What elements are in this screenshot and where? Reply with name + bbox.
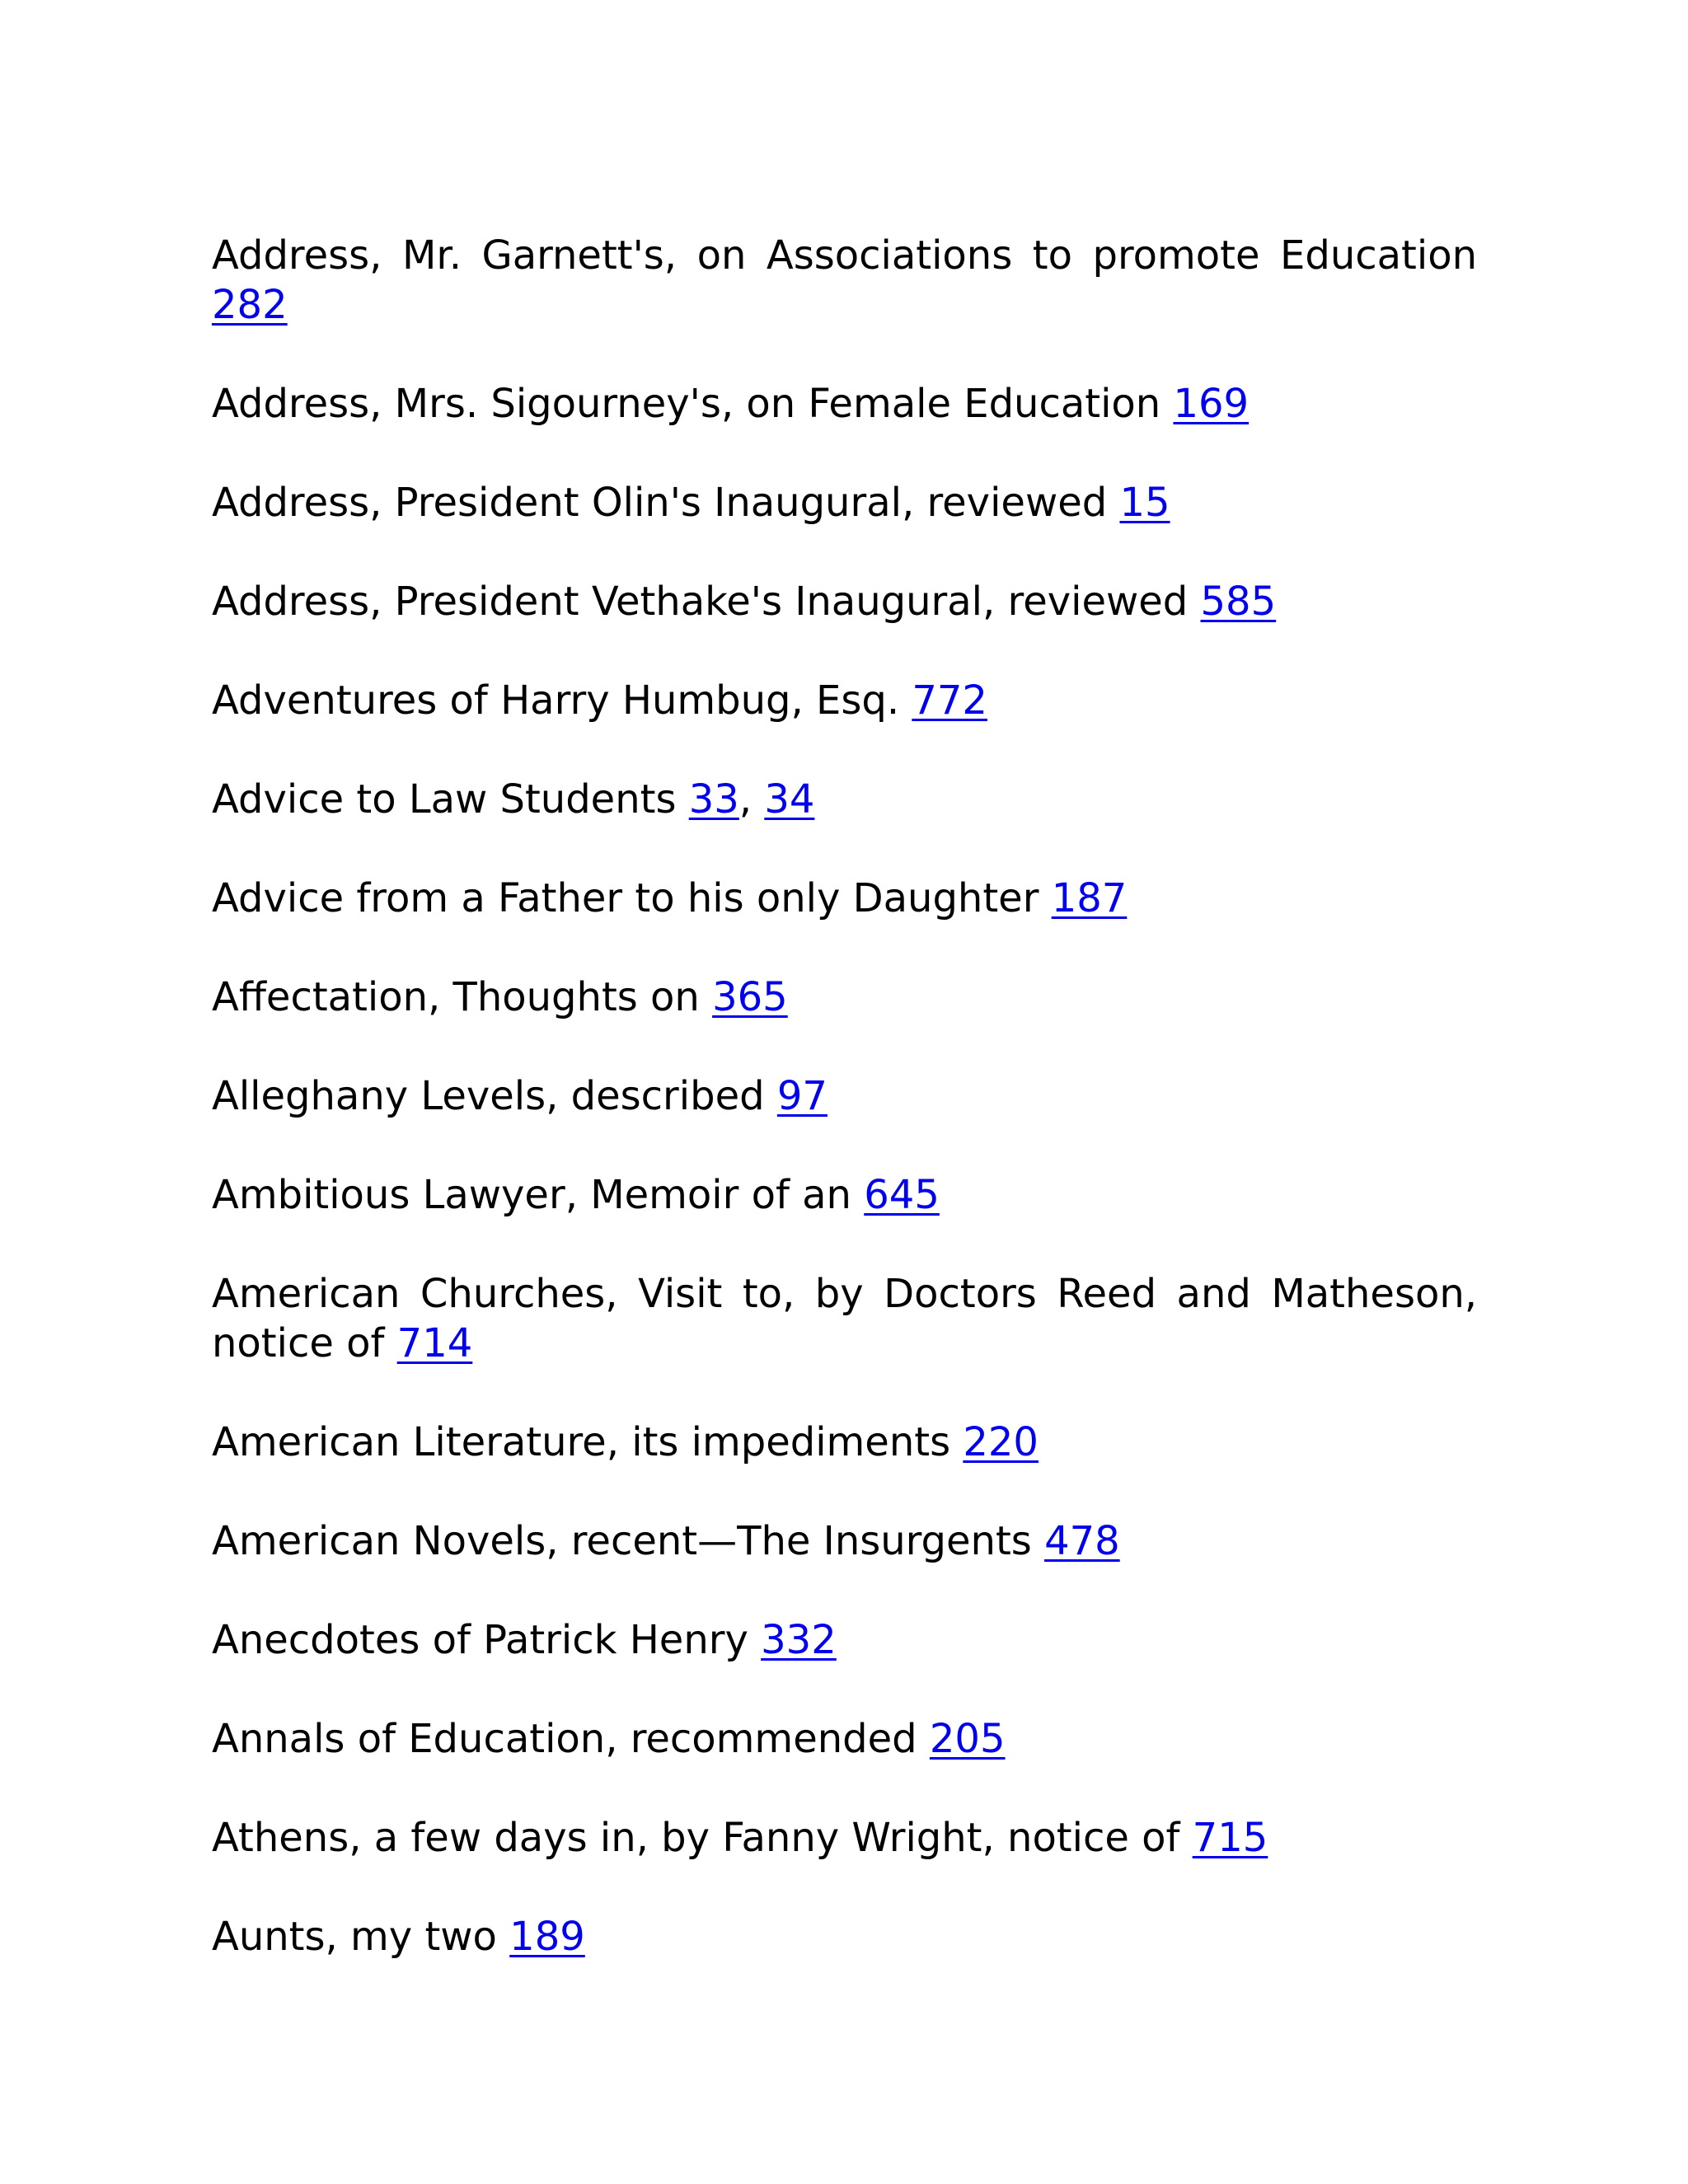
index-entry bbox=[212, 972, 1477, 1022]
entry-title: Anecdotes of Patrick Henry bbox=[212, 1617, 762, 1663]
entry-title: Aunts, my two bbox=[212, 1914, 510, 1960]
index-entry bbox=[212, 676, 1477, 725]
page-link[interactable]: 714 bbox=[396, 1320, 473, 1366]
page-link[interactable]: 205 bbox=[929, 1716, 1006, 1762]
entry-title: Address, Mr. Garnett's, on Associations to promote Education bbox=[212, 232, 1477, 279]
entry-title: American Novels, recent—The Insurgents bbox=[212, 1518, 1045, 1564]
page-link[interactable]: 97 bbox=[776, 1073, 828, 1119]
index-entry bbox=[212, 1912, 1477, 1961]
entry-title: Address, Mrs. Sigourney's, on Female Education bbox=[212, 381, 1174, 427]
index-entry bbox=[212, 379, 1477, 429]
index-entry bbox=[212, 1516, 1477, 1566]
page-link[interactable]: 772 bbox=[912, 677, 987, 724]
entry-title: Ambitious Lawyer, Memoir of an bbox=[212, 1172, 865, 1218]
page-link[interactable]: 715 bbox=[1192, 1815, 1268, 1861]
entry-title: Advice from a Father to his only Daughter bbox=[212, 875, 1052, 921]
page-link[interactable]: 187 bbox=[1051, 875, 1128, 921]
entry-title: American Literature, its impediments bbox=[212, 1419, 964, 1465]
entry-title: Affectation, Thoughts on bbox=[212, 974, 713, 1020]
index-entry bbox=[212, 1170, 1477, 1220]
page-link[interactable]: 282 bbox=[212, 282, 288, 328]
index-entry bbox=[212, 1615, 1477, 1665]
index-entry bbox=[212, 874, 1477, 923]
entry-title: Alleghany Levels, described bbox=[212, 1073, 777, 1119]
page-link[interactable]: 169 bbox=[1173, 381, 1250, 427]
entry-title: American Churches, Visit to, by Doctors Reed and Matheson, notice of bbox=[212, 1271, 1477, 1366]
index-entry bbox=[212, 1269, 1477, 1368]
entry-title: Address, President Vethake's Inaugural, reviewed bbox=[212, 579, 1201, 625]
page-link[interactable]: 189 bbox=[509, 1914, 585, 1960]
index-entry bbox=[212, 1418, 1477, 1467]
index-entry bbox=[212, 1813, 1477, 1863]
entry-title: Advice to Law Students bbox=[212, 776, 689, 823]
entry-title: Annals of Education, recommended bbox=[212, 1716, 930, 1762]
entry-title: Address, President Olin's Inaugural, reviewed bbox=[212, 480, 1120, 526]
page-link[interactable]: 645 bbox=[864, 1172, 940, 1218]
page-link[interactable]: 33 bbox=[688, 776, 739, 823]
entry-title: Athens, a few days in, by Fanny Wright, notice of bbox=[212, 1815, 1193, 1861]
index-entry bbox=[212, 1071, 1477, 1121]
page-link[interactable]: 585 bbox=[1200, 579, 1277, 625]
page-link[interactable]: 15 bbox=[1119, 480, 1170, 526]
page-link[interactable]: 220 bbox=[963, 1419, 1039, 1465]
index-entry bbox=[212, 775, 1477, 824]
page-link[interactable]: 478 bbox=[1044, 1518, 1120, 1564]
page-link[interactable]: 34 bbox=[764, 776, 815, 823]
index-entry bbox=[212, 1714, 1477, 1764]
index-entry bbox=[212, 577, 1477, 626]
entry-title: Adventures of Harry Humbug, Esq. bbox=[212, 677, 912, 724]
index-entry bbox=[212, 478, 1477, 527]
page-separator: , bbox=[738, 776, 765, 823]
index-entry bbox=[212, 231, 1477, 330]
index-list bbox=[212, 231, 1477, 1961]
page-link[interactable]: 365 bbox=[712, 974, 788, 1020]
page-link[interactable]: 332 bbox=[761, 1617, 837, 1663]
